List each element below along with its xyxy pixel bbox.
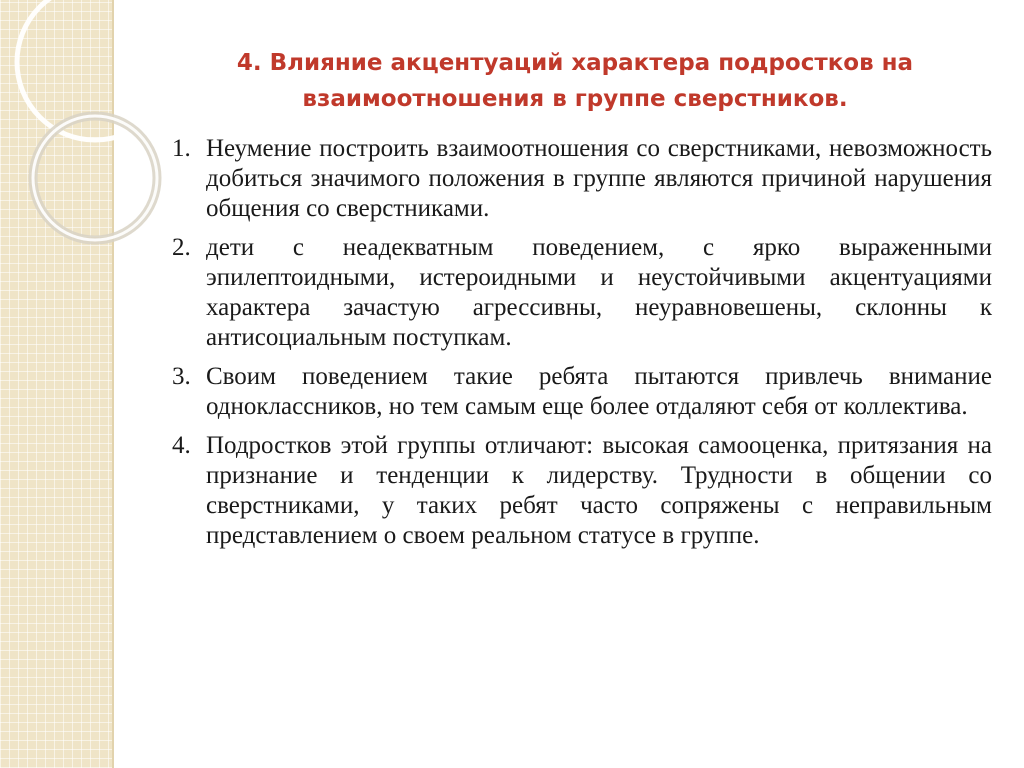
list-item-text: Своим поведением такие ребята пытаются привлечь внимание одноклассников, но тем самым еще более отдаляют себя от коллектива. — [206, 363, 992, 420]
list-item — [172, 233, 992, 353]
list-item-text: Неумение построить взаимоотношения со сверстниками, невозможность добиться значимого положения в группе являются причиной нарушения общения со сверстниками. — [206, 135, 992, 222]
decorative-circles — [0, 0, 170, 300]
list-item-number: 1. — [172, 135, 191, 162]
slide-title-line-1: 4. Влияние акцентуаций характера подростков на — [236, 50, 914, 76]
list-item-text: дети с неадекватным поведением, с ярко выраженными эпилептоидными, истероидными и неустойчивыми акцентуациями характера зачастую агрессивны, неуравновешены, склонны к антисоциальным поступкам. — [206, 234, 992, 351]
list-item-number: 2. — [172, 234, 191, 261]
list-item-number: 3. — [172, 363, 191, 390]
list-item — [172, 362, 992, 422]
list-item-number: 4. — [172, 432, 191, 459]
list-item — [172, 134, 992, 224]
list-item — [172, 431, 992, 551]
decorative-circle-bottom-inner — [33, 116, 157, 240]
slide-title-line-2: взаимоотношения в группе сверстников. — [302, 86, 848, 112]
numbered-list — [172, 134, 992, 560]
slide-title — [175, 45, 975, 117]
list-item-text: Подростков этой группы отличают: высокая самооценка, притязания на признание и тенденции к лидерству. Трудности в общении со сверстниками, у таких ребят часто сопряжены с неправильным представлением о своем реальном статусе в группе. — [206, 432, 992, 549]
